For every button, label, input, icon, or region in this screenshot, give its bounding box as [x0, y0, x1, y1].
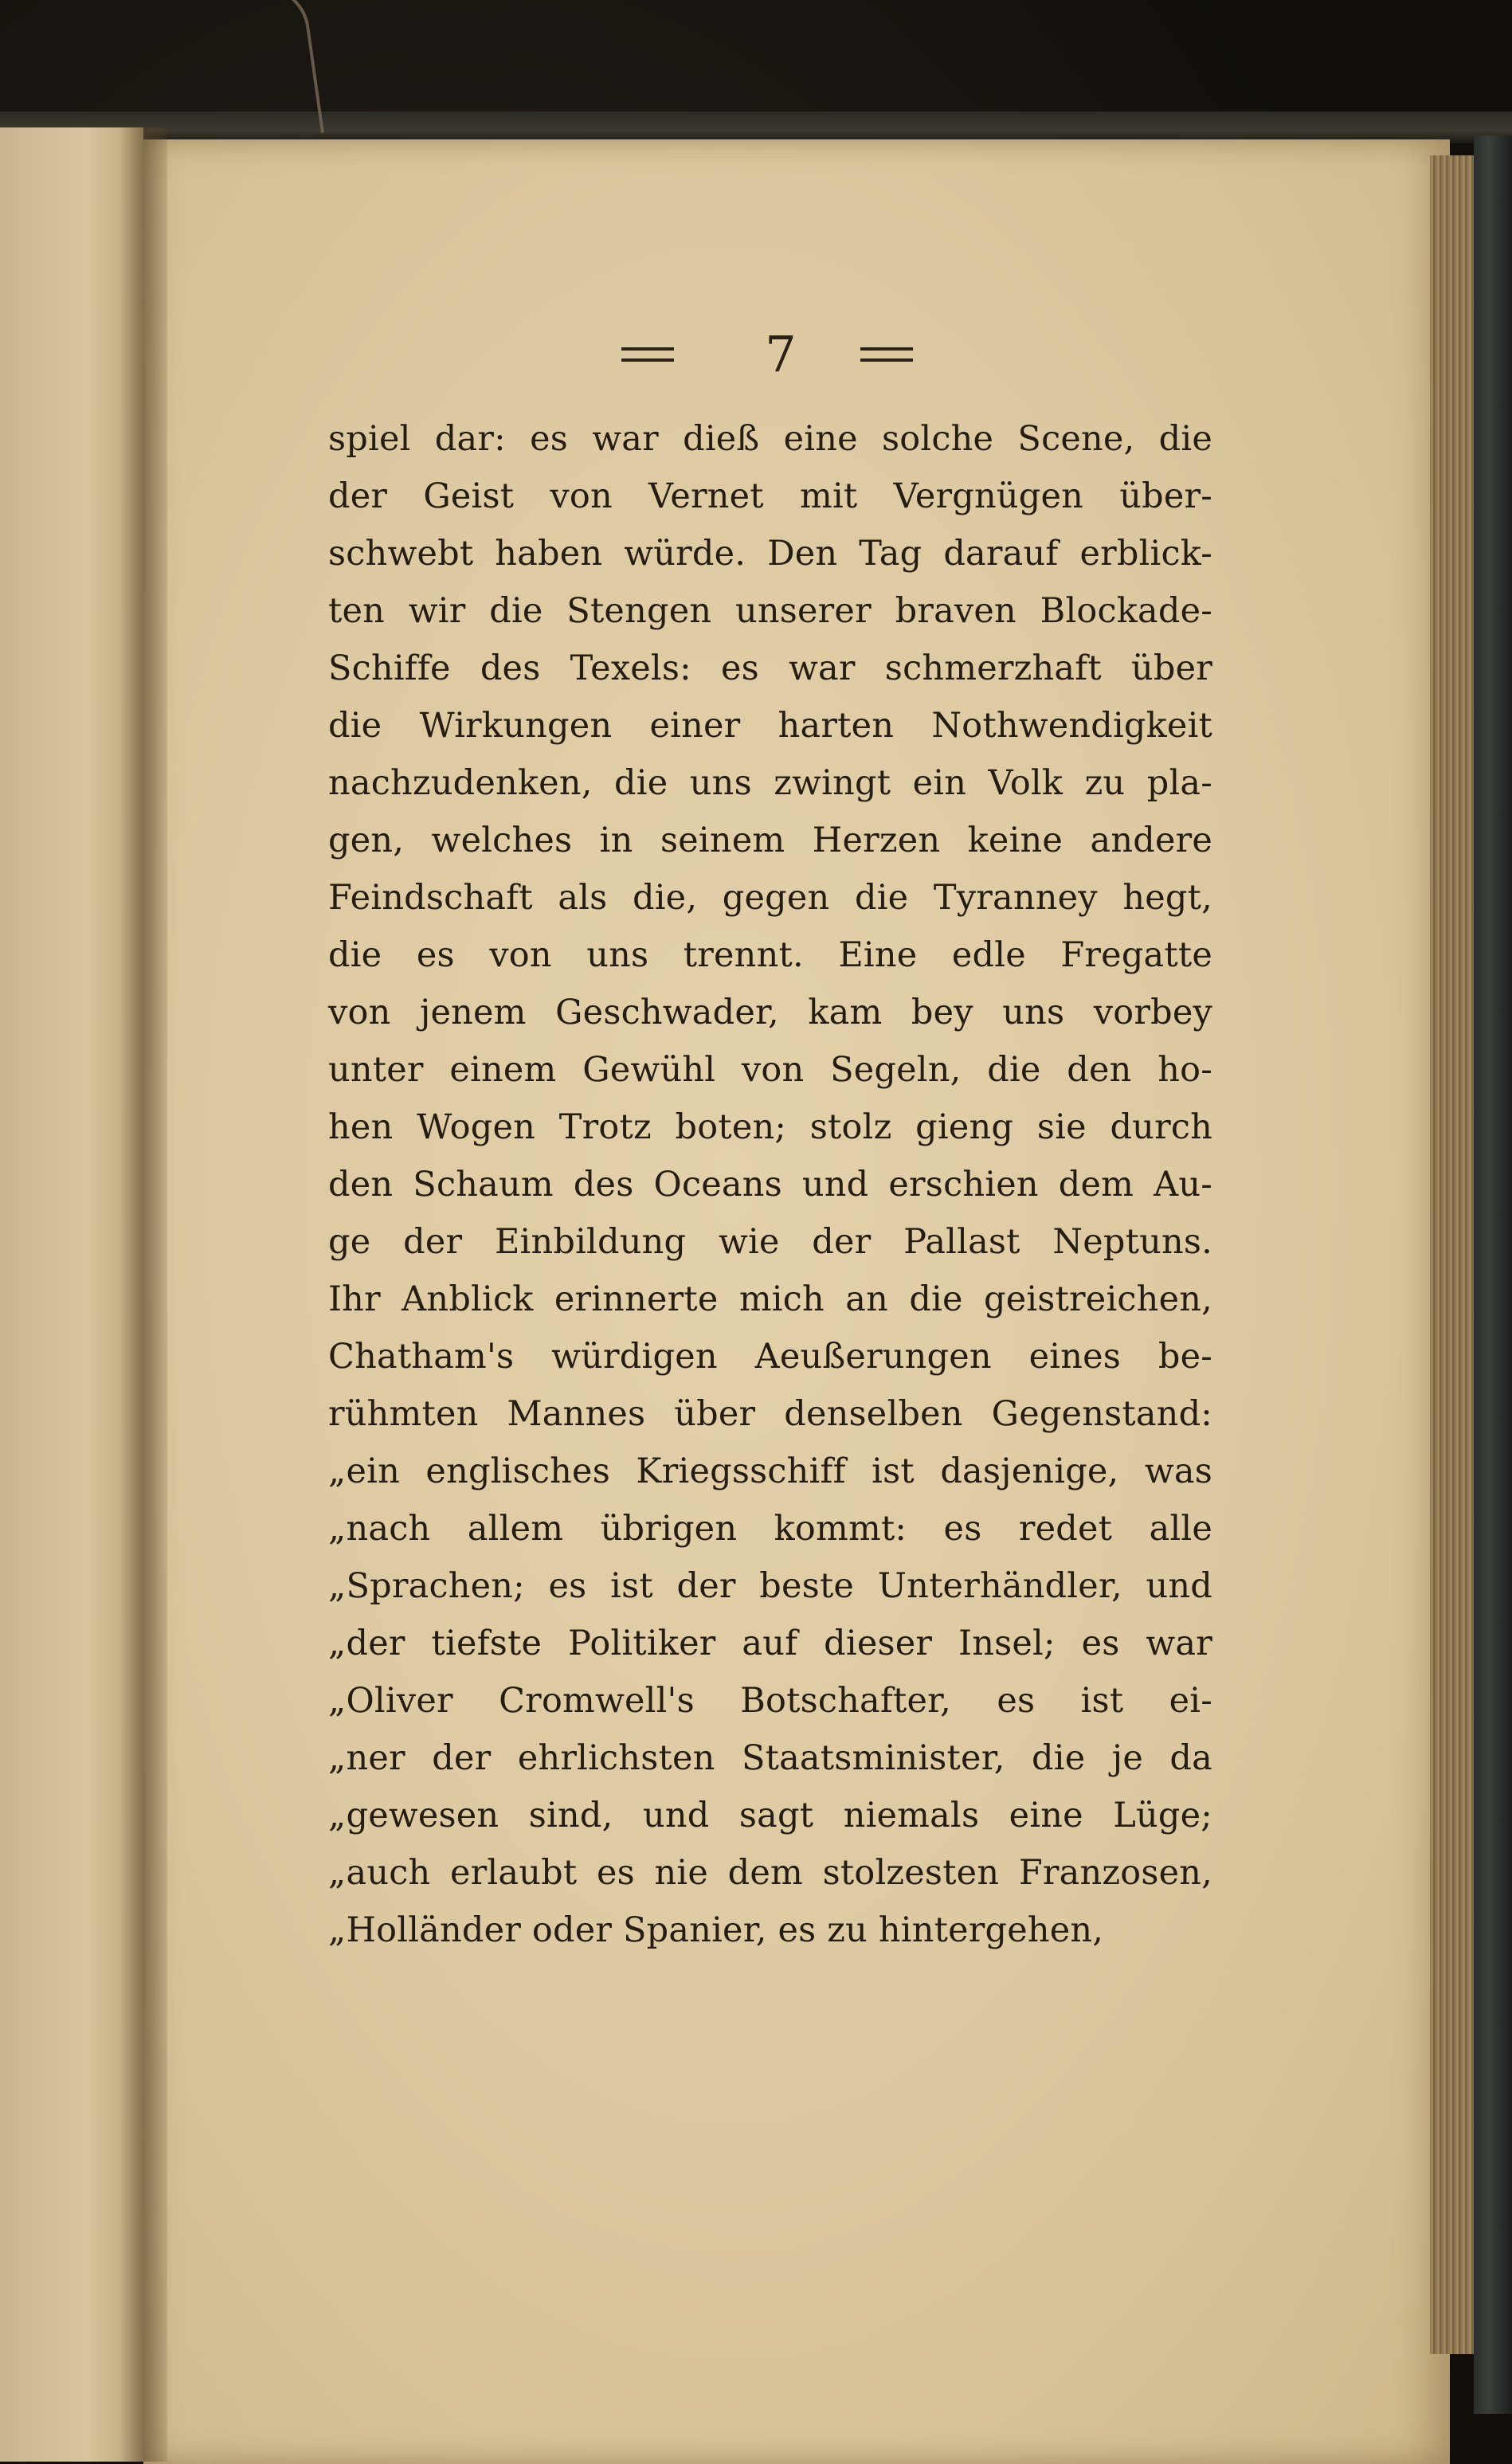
header-rule-left — [621, 347, 674, 362]
text-line: den Schaum des Oceans und erschien dem Au- — [328, 1165, 1212, 1205]
text-line: Ihr Anblick erinnerte mich an die geistreichen, — [328, 1279, 1212, 1319]
text-line: „Sprachen; es ist der beste Unterhändler, und — [328, 1566, 1212, 1606]
text-line: der Geist von Vernet mit Vergnügen über- — [328, 476, 1212, 516]
text-line: ten wir die Stengen unserer braven Blockade- — [328, 591, 1212, 631]
text-line: spiel dar: es war dieß eine solche Scene, die — [328, 419, 1212, 459]
text-line: die es von uns trennt. Eine edle Fregatte — [328, 935, 1212, 975]
text-line: Chatham's würdigen Aeußerungen eines be- — [328, 1337, 1212, 1377]
text-line: „der tiefste Politiker auf dieser Insel; es war — [328, 1624, 1212, 1663]
page-gutter-shadow — [119, 127, 167, 2462]
header-rule-right — [860, 347, 913, 362]
text-line: rühmten Mannes über denselben Gegenstand: — [328, 1394, 1212, 1434]
text-line: „auch erlaubt es nie dem stolzesten Franzosen, — [328, 1853, 1212, 1893]
text-line: die Wirkungen einer harten Nothwendigkeit — [328, 706, 1212, 746]
text-line: nachzudenken, die uns zwingt ein Volk zu pla- — [328, 763, 1212, 803]
text-line: „Oliver Cromwell's Botschafter, es ist ei- — [328, 1681, 1212, 1721]
text-line: „ein englisches Kriegsschiff ist dasjenige, was — [328, 1451, 1212, 1491]
book-cover-right-edge — [1474, 135, 1512, 2414]
text-line: Schiffe des Texels: es war schmerzhaft über — [328, 648, 1212, 688]
text-line: „Holländer oder Spanier, es zu hintergehen, — [328, 1910, 1104, 1950]
body-text — [328, 410, 1212, 1959]
text-line: von jenem Geschwader, kam bey uns vorbey — [328, 993, 1212, 1032]
text-line: gen, welches in seinem Herzen keine andere — [328, 821, 1212, 860]
page-number: 7 — [765, 325, 797, 383]
text-line: unter einem Gewühl von Segeln, die den ho- — [328, 1050, 1212, 1090]
page-header — [621, 319, 940, 390]
text-line: „gewesen sind, und sagt niemals eine Lüge; — [328, 1796, 1212, 1835]
text-line: „nach allem übrigen kommt: es redet alle — [328, 1509, 1212, 1549]
text-line: „ner der ehrlichsten Staatsminister, die je da — [328, 1738, 1212, 1778]
text-line: hen Wogen Trotz boten; stolz gieng sie durch — [328, 1107, 1212, 1147]
book-cover-top-edge — [0, 112, 1512, 143]
text-line: schwebt haben würde. Den Tag darauf erblick- — [328, 534, 1212, 574]
page-stack-edges — [1430, 155, 1478, 2354]
text-line: Feindschaft als die, gegen die Tyranney hegt, — [328, 878, 1212, 918]
text-line: ge der Einbildung wie der Pallast Neptuns. — [328, 1222, 1212, 1262]
